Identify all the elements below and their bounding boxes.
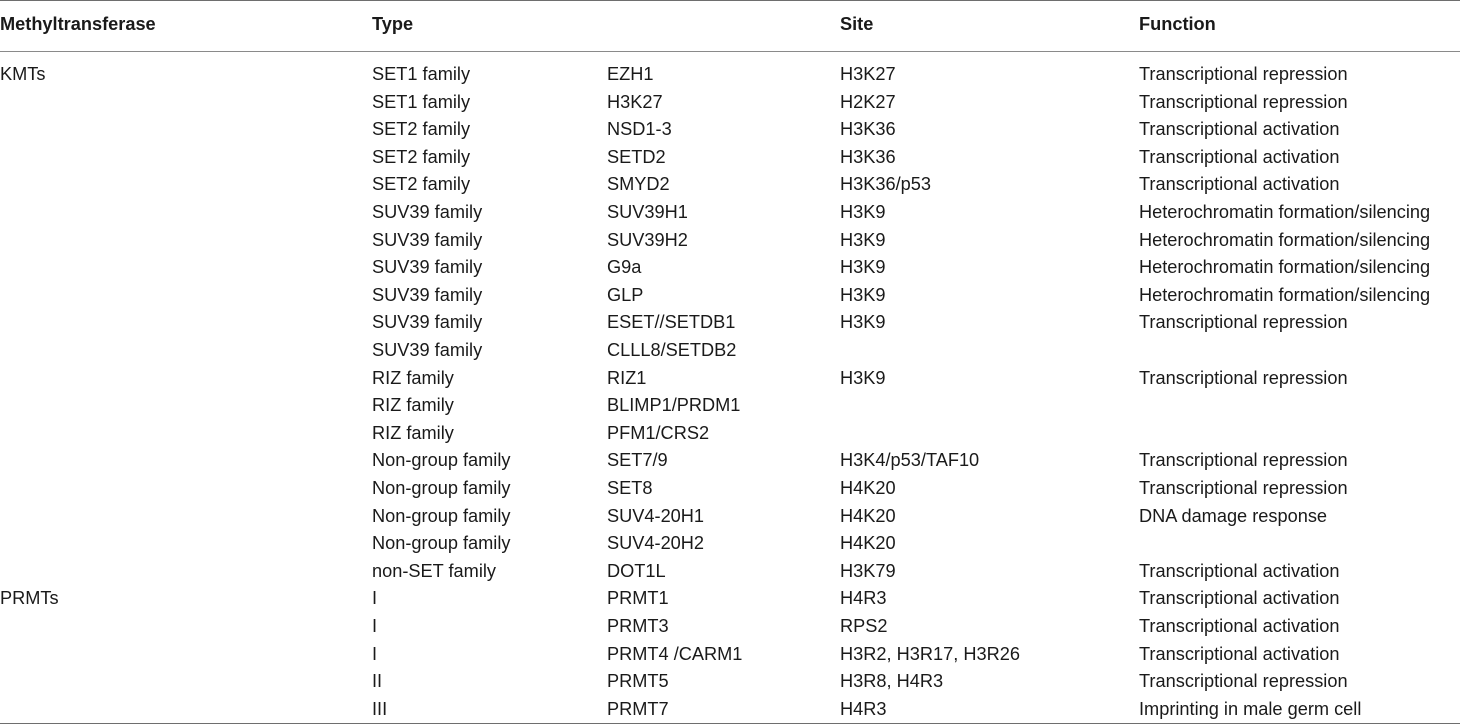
table-row [0, 89, 1460, 117]
table-header-rule [0, 51, 1460, 52]
table-row [0, 171, 1460, 199]
table-row [0, 392, 1460, 420]
table-row [0, 365, 1460, 393]
cell-function: Transcriptional repression [1139, 671, 1348, 692]
cell-type: RIZ family [372, 422, 454, 443]
cell-site: H3K9 [840, 257, 886, 278]
table-row [0, 116, 1460, 144]
cell-function: Transcriptional activation [1139, 146, 1340, 167]
cell-type: SUV39 family [372, 202, 483, 222]
table-row [0, 503, 1460, 531]
table-row [0, 447, 1460, 475]
cell-type: SUV39 family [372, 312, 483, 333]
cell-type: III [372, 698, 388, 719]
cell-function: Heterochromatin formation/silencing [1139, 284, 1431, 305]
cell-enzyme: BLIMP1/PRDM1 [607, 395, 741, 416]
cell-function: Transcriptional activation [1139, 119, 1340, 140]
cell-enzyme: PRMT1 [607, 588, 669, 609]
table-row [0, 668, 1460, 696]
cell-site: H3K9 [840, 367, 886, 388]
cell-enzyme: RIZ1 [607, 367, 647, 388]
cell-function: Transcriptional repression [1139, 91, 1348, 112]
cell-enzyme: PFM1/CRS2 [607, 422, 710, 443]
cell-function: Transcriptional activation [1139, 174, 1340, 195]
table-row [0, 613, 1460, 641]
table-row [0, 61, 1460, 89]
table-header-row [0, 11, 1460, 39]
cell-enzyme: SMYD2 [607, 174, 670, 195]
cell-site: H3R8, H4R3 [840, 671, 944, 692]
cell-type: RIZ family [372, 395, 454, 416]
table-row [0, 227, 1460, 255]
cell-type: SUV39 family [372, 257, 483, 278]
table-row [0, 254, 1460, 282]
header-site: Site [840, 14, 874, 34]
cell-enzyme: SETD2 [607, 146, 666, 167]
cell-site: H3K36 [840, 119, 896, 140]
cell-type: SET2 family [372, 146, 471, 167]
cell-type: SET2 family [372, 119, 471, 140]
cell-site: H3K9 [840, 284, 886, 305]
cell-type: Non-group family [372, 505, 511, 526]
cell-type: SET2 family [372, 174, 471, 195]
cell-function: Transcriptional repression [1139, 64, 1348, 84]
cell-enzyme: EZH1 [607, 64, 654, 84]
cell-type: I [372, 588, 378, 609]
cell-type: Non-group family [372, 450, 511, 471]
cell-site: H2K27 [840, 91, 896, 112]
cell-site: RPS2 [840, 616, 888, 636]
cell-function: Transcriptional repression [1139, 367, 1348, 388]
cell-function: Heterochromatin formation/silencing [1139, 202, 1431, 222]
cell-function: Transcriptional activation [1139, 588, 1340, 609]
cell-function: Transcriptional activation [1139, 560, 1340, 581]
table-row [0, 696, 1460, 724]
header-type: Type [372, 14, 414, 34]
cell-enzyme: GLP [607, 284, 644, 305]
cell-type: SUV39 family [372, 284, 483, 305]
cell-enzyme: SUV39H2 [607, 229, 688, 250]
header-methyltransferase: Methyltransferase [0, 14, 156, 34]
table-row [0, 282, 1460, 310]
table-row [0, 337, 1460, 365]
table-row [0, 420, 1460, 448]
cell-enzyme: SUV4-20H2 [607, 533, 705, 554]
cell-methyltransferase: KMTs [0, 64, 46, 84]
cell-enzyme: CLLL8/SETDB2 [607, 340, 737, 360]
cell-function: Imprinting in male germ cell [1139, 698, 1362, 719]
cell-methyltransferase: PRMTs [0, 588, 59, 609]
cell-type: Non-group family [372, 533, 511, 554]
cell-site: H3K9 [840, 202, 886, 222]
cell-type: Non-group family [372, 478, 511, 498]
cell-function: Transcriptional activation [1139, 616, 1340, 636]
cell-enzyme: H3K27 [607, 91, 663, 112]
cell-enzyme: PRMT7 [607, 698, 669, 719]
cell-site: H4K20 [840, 478, 896, 498]
cell-function: Heterochromatin formation/silencing [1139, 229, 1431, 250]
cell-site: H3K79 [840, 560, 896, 581]
cell-enzyme: SET7/9 [607, 450, 668, 471]
table-row [0, 585, 1460, 613]
cell-enzyme: NSD1-3 [607, 119, 672, 140]
cell-site: H4K20 [840, 533, 896, 554]
table-row [0, 641, 1460, 669]
cell-type: SUV39 family [372, 340, 483, 360]
cell-enzyme: SET8 [607, 478, 653, 498]
cell-type: I [372, 616, 378, 636]
cell-enzyme: G9a [607, 257, 642, 278]
cell-type: SET1 family [372, 91, 471, 112]
cell-enzyme: PRMT5 [607, 671, 669, 692]
cell-function: Heterochromatin formation/silencing [1139, 257, 1431, 278]
cell-type: I [372, 643, 378, 664]
cell-site: H4K20 [840, 505, 896, 526]
cell-site: H3K9 [840, 312, 886, 333]
cell-enzyme: PRMT3 [607, 616, 669, 636]
cell-type: RIZ family [372, 367, 454, 388]
cell-enzyme: DOT1L [607, 560, 666, 581]
cell-site: H4R3 [840, 588, 887, 609]
table-top-rule [0, 0, 1460, 1]
cell-type: II [372, 671, 383, 692]
cell-enzyme: ESET//SETDB1 [607, 312, 736, 333]
table-row [0, 530, 1460, 558]
cell-site: H4R3 [840, 698, 887, 719]
table-row [0, 558, 1460, 586]
cell-type: non-SET family [372, 560, 496, 581]
table-row [0, 475, 1460, 503]
cell-function: Transcriptional repression [1139, 478, 1348, 498]
table-row [0, 199, 1460, 227]
cell-function: DNA damage response [1139, 505, 1328, 526]
cell-site: H3K9 [840, 229, 886, 250]
cell-enzyme: SUV39H1 [607, 202, 688, 222]
cell-type: SUV39 family [372, 229, 483, 250]
cell-site: H3K27 [840, 64, 896, 84]
cell-site: H3K36/p53 [840, 174, 932, 195]
table-row [0, 144, 1460, 172]
cell-site: H3K4/p53/TAF10 [840, 450, 980, 471]
cell-enzyme: SUV4-20H1 [607, 505, 705, 526]
cell-function: Transcriptional repression [1139, 312, 1348, 333]
cell-type: SET1 family [372, 64, 471, 84]
cell-function: Transcriptional activation [1139, 643, 1340, 664]
header-function: Function [1139, 14, 1216, 34]
cell-function: Transcriptional repression [1139, 450, 1348, 471]
cell-enzyme: PRMT4 /CARM1 [607, 643, 743, 664]
cell-site: H3K36 [840, 146, 896, 167]
cell-site: H3R2, H3R17, H3R26 [840, 643, 1020, 664]
table-row [0, 309, 1460, 337]
